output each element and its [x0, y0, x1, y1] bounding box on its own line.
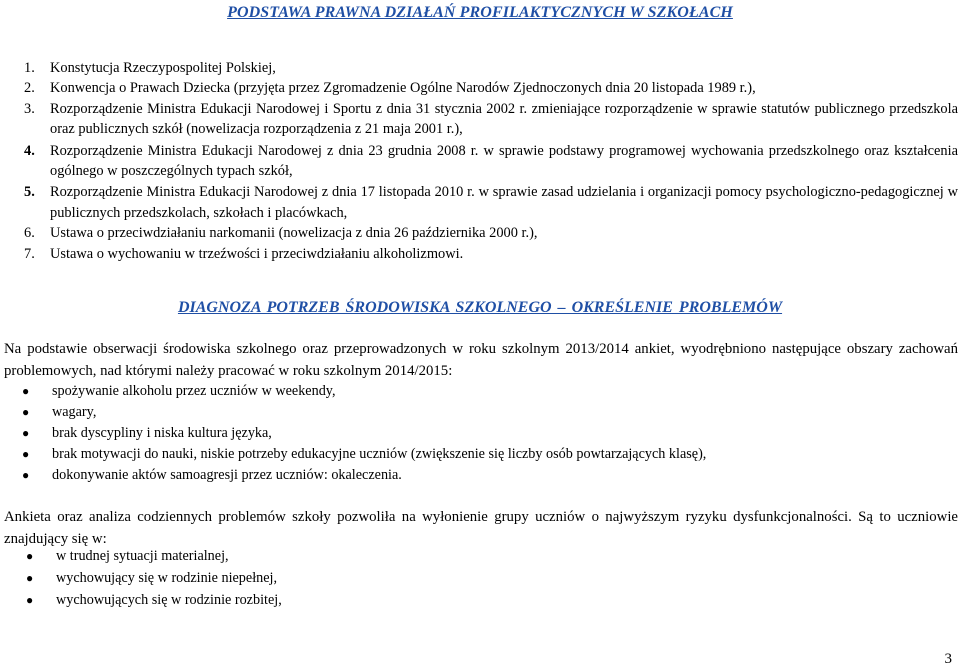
item-text: brak motywacji do nauki, niskie potrzeby edukacyjne uczniów (zwiększenie się liczby osób powtarzających klasę), [52, 446, 707, 462]
list-item [26, 589, 926, 611]
item-number: 2. [24, 80, 35, 97]
heading-diagnosis: DIAGNOZA POTRZEB ŚRODOWISKA SZKOLNEGO – OKREŚLENIE PROBLEMÓW [177, 299, 783, 316]
bullet-icon: ● [22, 384, 30, 398]
item-number: 7. [24, 245, 35, 262]
item-number: 1. [24, 60, 35, 76]
item-text: spożywanie alkoholu przez uczniów w weekendy, [52, 383, 336, 399]
problems-list [22, 381, 952, 486]
item-text: wychowujących się w rodzinie rozbitej, [56, 592, 282, 608]
page-number: 3 [944, 651, 952, 667]
bullet-icon: ● [26, 593, 34, 607]
item-text: Rozporządzenie Ministra Edukacji Narodowej z dnia 17 listopada 2010 r. w sprawie zasad udzielania i organizacji pomocy psychologiczno-pedagogicznej w publicznych przedszkolach, szkołach i placówkach, [50, 184, 958, 221]
list-item [24, 182, 958, 223]
bullet-icon: ● [26, 571, 34, 585]
intro-paragraph: Na podstawie obserwacji środowiska szkolnego oraz przeprowadzonych w roku szkolnym 2013/2014 ankiet, wyodrębniono następujące obszary zachowań problemowych, nad którymi należy pracować w roku szkolnym 2014/2015: [4, 341, 958, 379]
list-item [26, 545, 926, 567]
item-text: Konstytucja Rzeczypospolitej Polskiej, [50, 60, 276, 76]
legal-basis-list [24, 58, 958, 264]
list-item [24, 223, 958, 243]
item-text: wagary, [52, 404, 97, 420]
risk-paragraph: Ankieta oraz analiza codziennych problemów szkoły pozwoliła na wyłonienie grupy uczniów o najwyższym ryzyku dysfunkcjonalności. Są to uczniowie znajdujący się w: [4, 509, 958, 547]
risk-groups-list [26, 545, 926, 611]
item-text: w trudnej sytuacji materialnej, [56, 548, 229, 564]
item-text: dokonywanie aktów samoagresji przez uczniów: okaleczenia. [52, 467, 402, 483]
list-item [22, 465, 952, 486]
bullet-icon: ● [22, 426, 30, 440]
list-item [24, 141, 958, 182]
item-text: Konwencja o Prawach Dziecka (przyjęta przez Zgromadzenie Ogólne Narodów Zjednoczonych dnia 20 listopada 1989 r.), [50, 80, 756, 97]
list-item [24, 244, 958, 264]
list-item [22, 381, 952, 402]
item-number: 3. [24, 100, 35, 117]
item-number: 4. [24, 142, 35, 159]
list-item [22, 423, 952, 444]
bullet-icon: ● [22, 405, 30, 419]
bullet-icon: ● [22, 468, 30, 482]
item-text: Ustawa o wychowaniu w trzeźwości i przeciwdziałaniu alkoholizmowi. [50, 245, 464, 262]
item-number: 6. [24, 225, 35, 242]
list-item [26, 567, 926, 589]
item-text: Rozporządzenie Ministra Edukacji Narodowej z dnia 23 grudnia 2008 r. w sprawie podstawy programowej wychowania przedszkolnego oraz kształcenia ogólnego w poszczególnych typach szkół, [50, 142, 958, 180]
item-text: Ustawa o przeciwdziałaniu narkomanii (nowelizacja z dnia 26 października 2000 r.), [50, 225, 538, 242]
list-item [22, 402, 952, 423]
list-item [22, 444, 952, 465]
list-item [24, 99, 958, 140]
heading-legal-basis: PODSTAWA PRAWNA DZIAŁAŃ PROFILAKTYCZNYCH W SZKOŁACH [227, 4, 733, 21]
list-item [24, 58, 958, 78]
item-number: 5. [24, 184, 35, 201]
item-text: wychowujący się w rodzinie niepełnej, [56, 570, 278, 586]
list-item [24, 78, 958, 98]
bullet-icon: ● [22, 447, 30, 461]
bullet-icon: ● [26, 549, 34, 563]
item-text: brak dyscypliny i niska kultura języka, [52, 425, 272, 441]
item-text: Rozporządzenie Ministra Edukacji Narodowej i Sportu z dnia 31 stycznia 2002 r. zmieniające rozporządzenie w sprawie statutów publicznego przedszkola oraz publicznych szkół (nowelizacja rozporządzenia z 21 maja 2001 r.), [50, 100, 958, 138]
